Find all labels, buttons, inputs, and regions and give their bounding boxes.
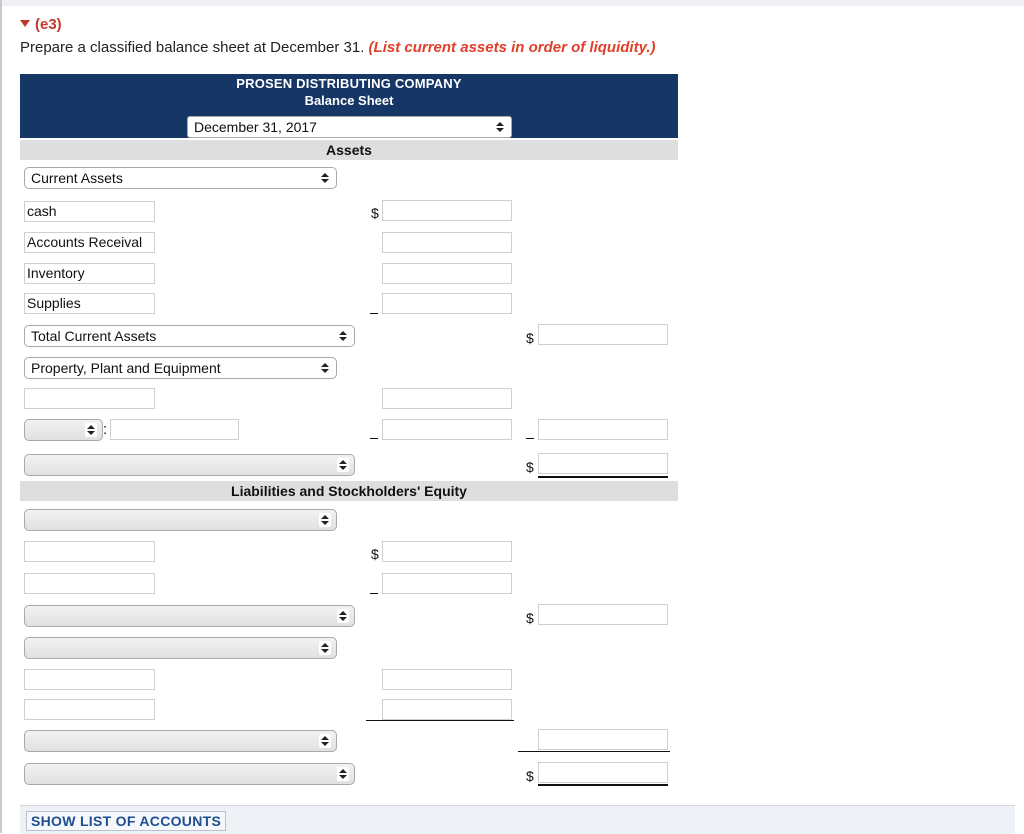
total-assets-select[interactable] xyxy=(24,454,355,476)
select-arrows-icon xyxy=(337,329,349,343)
liabilities-equity-band: Liabilities and Stockholders' Equity xyxy=(20,481,678,501)
amount-field[interactable] xyxy=(538,419,668,440)
equity-heading-select[interactable] xyxy=(24,637,337,659)
total-amount-field[interactable] xyxy=(538,604,668,625)
triangle-down-icon[interactable] xyxy=(20,20,30,27)
instructions xyxy=(20,39,656,56)
company-name: PROSEN DISTRIBUTING COMPANY xyxy=(236,76,462,91)
assets-band: Assets xyxy=(20,140,678,160)
instruction-note: (List current assets in order of liquidity.) xyxy=(368,39,656,56)
statement-title: Balance Sheet xyxy=(304,93,394,108)
select-arrows-icon xyxy=(337,609,349,623)
amount-field[interactable] xyxy=(382,573,512,594)
total-current-assets-select[interactable] xyxy=(24,325,355,347)
total-equity-select[interactable] xyxy=(24,730,337,752)
account-name-field[interactable]: cash xyxy=(24,201,155,222)
amount-field[interactable] xyxy=(382,699,512,720)
section-toggle-e3[interactable] xyxy=(20,16,62,33)
account-name-field[interactable] xyxy=(24,699,155,720)
amount-field[interactable] xyxy=(382,541,512,562)
show-list-of-accounts-button[interactable]: SHOW LIST OF ACCOUNTS xyxy=(26,811,226,831)
account-name-field[interactable] xyxy=(24,541,155,562)
account-name-field[interactable] xyxy=(24,669,155,690)
account-name-field[interactable] xyxy=(24,388,155,409)
underline-mark xyxy=(370,313,378,314)
dollar-sign: $ xyxy=(526,459,534,475)
section-label: (e3) xyxy=(35,16,62,33)
account-name-field[interactable]: Accounts Receival xyxy=(24,232,155,253)
ppe-select-value: Property, Plant and Equipment xyxy=(31,360,221,376)
double-underline xyxy=(538,784,668,786)
dollar-sign: $ xyxy=(371,205,379,221)
total-current-assets-value: Total Current Assets xyxy=(31,328,157,344)
amount-field[interactable] xyxy=(382,669,512,690)
dollar-sign: $ xyxy=(526,768,534,784)
select-arrows-icon xyxy=(319,361,331,375)
ppe-select[interactable] xyxy=(24,357,337,379)
amount-field[interactable] xyxy=(382,388,512,409)
less-select[interactable] xyxy=(24,419,103,441)
dollar-sign: $ xyxy=(526,610,534,626)
liabilities-heading-select[interactable] xyxy=(24,509,337,531)
subtotal-rule xyxy=(366,720,514,721)
dollar-sign: $ xyxy=(371,546,379,562)
select-arrows-icon xyxy=(337,767,349,781)
total-amount-field[interactable] xyxy=(538,324,668,345)
amount-field[interactable] xyxy=(382,263,512,284)
left-border xyxy=(0,0,2,833)
instruction-text: Prepare a classified balance sheet at December 31. xyxy=(20,39,365,56)
select-arrows-icon xyxy=(319,513,331,527)
amount-field[interactable] xyxy=(382,232,512,253)
underline-mark xyxy=(370,438,378,439)
select-arrows-icon xyxy=(85,423,97,437)
current-assets-select-value: Current Assets xyxy=(31,170,123,186)
colon-separator: : xyxy=(103,421,108,438)
current-assets-select[interactable] xyxy=(24,167,337,189)
select-arrows-icon xyxy=(494,120,506,134)
amount-field[interactable] xyxy=(382,419,512,440)
date-select-value: December 31, 2017 xyxy=(194,119,317,135)
account-name-field[interactable] xyxy=(110,419,239,440)
amount-field[interactable] xyxy=(382,200,512,221)
total-liabilities-equity-select[interactable] xyxy=(24,763,355,785)
double-underline xyxy=(538,476,668,478)
select-arrows-icon xyxy=(319,734,331,748)
account-name-field[interactable]: Inventory xyxy=(24,263,155,284)
total-amount-field[interactable] xyxy=(538,729,668,750)
total-liabilities-select[interactable] xyxy=(24,605,355,627)
select-arrows-icon xyxy=(319,171,331,185)
total-amount-field[interactable] xyxy=(538,453,668,474)
subtotal-rule xyxy=(518,751,670,752)
total-amount-field[interactable] xyxy=(538,762,668,783)
top-border xyxy=(0,0,1024,6)
select-arrows-icon xyxy=(337,458,349,472)
account-name-field[interactable]: Supplies xyxy=(24,293,155,314)
date-select[interactable] xyxy=(187,116,512,138)
amount-field[interactable] xyxy=(382,293,512,314)
dollar-sign: $ xyxy=(526,330,534,346)
underline-mark xyxy=(526,438,534,439)
account-name-field[interactable] xyxy=(24,573,155,594)
select-arrows-icon xyxy=(319,641,331,655)
underline-mark xyxy=(370,593,378,594)
